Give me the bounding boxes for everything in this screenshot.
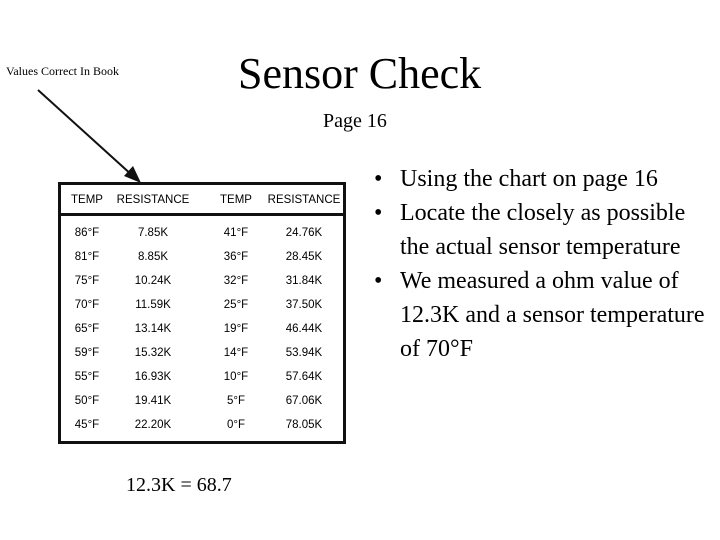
table-cell: 13.14K (134, 323, 172, 335)
bullet-list (368, 162, 708, 366)
table-cell: 57.64K (285, 371, 323, 383)
table-cell: 0°F (226, 419, 246, 431)
table-row (61, 247, 343, 271)
resistance-formula: 12.3K = 68.7 (126, 474, 232, 496)
bullet-text: We measured a ohm value of 12.3K and a sensor temperature of 70°F (400, 268, 705, 362)
table-row (61, 295, 343, 319)
header-resistance-2: RESISTANCE (267, 194, 341, 206)
resistance-table (58, 182, 346, 444)
table-cell: 16.93K (134, 371, 172, 383)
table-cell: 65°F (74, 323, 100, 335)
bullet-item (368, 264, 708, 366)
slide-subtitle: Page 16 (323, 110, 387, 132)
table-cell: 28.45K (285, 251, 323, 263)
table-cell: 41°F (223, 227, 249, 239)
table-cell: 50°F (74, 395, 100, 407)
table-cell: 5°F (226, 395, 246, 407)
table-cell: 59°F (74, 347, 100, 359)
table-cell: 7.85K (137, 227, 169, 239)
table-row (61, 367, 343, 391)
table-row (61, 343, 343, 367)
table-row (61, 319, 343, 343)
header-temp-1: TEMP (71, 194, 103, 206)
table-cell: 10°F (223, 371, 249, 383)
bullet-dot-icon: • (374, 166, 383, 192)
table-cell: 70°F (74, 299, 100, 311)
table-cell: 22.20K (134, 419, 172, 431)
table-cell: 78.05K (285, 419, 323, 431)
table-cell: 86°F (74, 227, 100, 239)
header-temp-2: TEMP (220, 194, 252, 206)
table-row (61, 271, 343, 295)
bullet-text: Using the chart on page 16 (400, 166, 658, 192)
table-cell: 8.85K (137, 251, 169, 263)
table-row (61, 391, 343, 415)
slide-title: Sensor Check (238, 49, 482, 98)
table-cell: 19°F (223, 323, 249, 335)
table-cell: 81°F (74, 251, 100, 263)
header-resistance-1: RESISTANCE (116, 194, 190, 206)
table-cell: 10.24K (134, 275, 172, 287)
table-cell: 37.50K (285, 299, 323, 311)
table-cell: 24.76K (285, 227, 323, 239)
bullet-item (368, 196, 708, 264)
table-row (61, 223, 343, 247)
table-cell: 32°F (223, 275, 249, 287)
table-cell: 11.59K (135, 299, 171, 311)
table-cell: 53.94K (285, 347, 323, 359)
book-note-label: Values Correct In Book (6, 64, 119, 78)
table-cell: 75°F (74, 275, 100, 287)
table-cell: 36°F (223, 251, 249, 263)
table-cell: 14°F (223, 347, 249, 359)
bullet-dot-icon: • (374, 268, 383, 294)
table-cell: 67.06K (285, 395, 323, 407)
table-cell: 45°F (74, 419, 100, 431)
table-cell: 15.32K (134, 347, 172, 359)
bullet-dot-icon: • (374, 200, 383, 226)
table-cell: 55°F (74, 371, 100, 383)
table-cell: 46.44K (285, 323, 323, 335)
table-row (61, 415, 343, 439)
table-cell: 19.41K (134, 395, 172, 407)
table-header (61, 185, 343, 216)
bullet-item (368, 162, 708, 196)
table-cell: 25°F (223, 299, 249, 311)
bullet-text: Locate the closely as possible the actual sensor temperature (400, 200, 686, 260)
table-cell: 31.84K (285, 275, 323, 287)
